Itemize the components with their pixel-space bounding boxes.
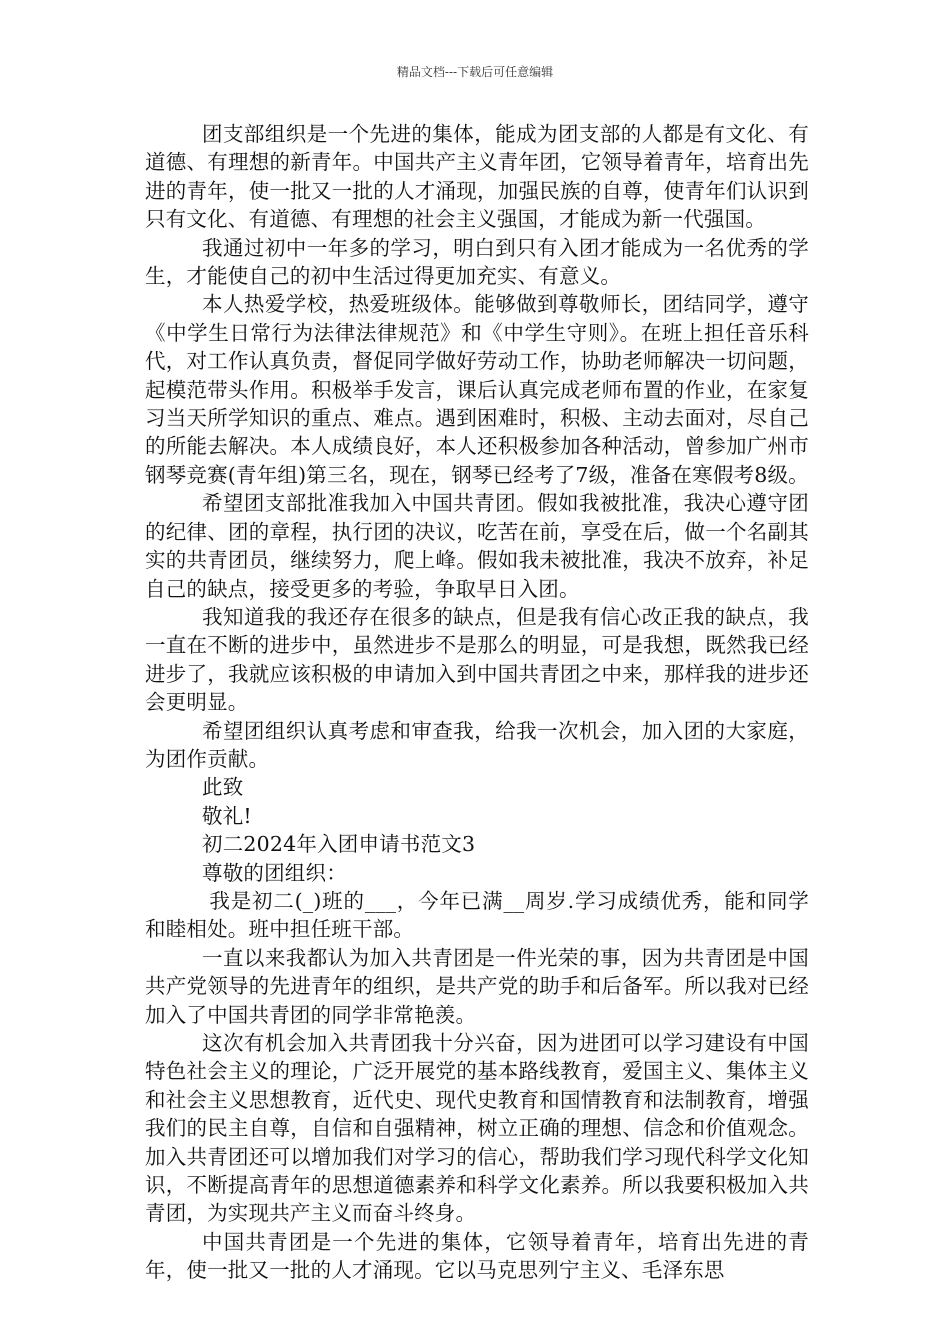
paragraph-3: 本人热爱学校，热爱班级体。能够做到尊敬师长，团结同学，遵守《中学生日常行为法律法律规范》和《中学生守则》。在班上担任音乐科代，对工作认真负责，督促同学做好劳动工作，协助老师解决一切问题，起模范带头作用。积极举手发言，课后认真完成老师布置的作业，在家复习当天所学知识的重点、难点。遇到困难时，积极、主动去面对，尽自己的所能去解决。本人成绩良好，本人还积极参加各种活动，曾参加广州市钢琴竞赛(青年组)第三名，现在，钢琴已经考了7级，准备在寒假考8级。 xyxy=(145,292,809,487)
paragraph-2: 我通过初中一年多的学习，明白到只有入团才能成为一名优秀的学生，才能使自己的初中生活过得更加充实、有意义。 xyxy=(145,235,809,289)
paragraph-9: 这次有机会加入共青团我十分兴奋，因为进团可以学习建设有中国特色社会主义的理论，广泛开展党的基本路线教育，爱国主义、集体主义和社会主义思想教育，近代史、现代史教育和国情教育和法制教育，增强我们的民主自尊，自信和自强精神，树立正确的理想、信念和价值观念。加入共青团还可以增加我们对学习的信心，帮助我们学习现代科学文化知识，不断提高青年的思想道德素养和科学文化素养。所以我要积极加入共青团，为实现共产主义而奋斗终身。 xyxy=(145,1031,809,1226)
section-title: 初二2024年入团申请书范文3 xyxy=(202,832,476,857)
closing-regards: 敬礼! xyxy=(202,803,252,828)
document-body xyxy=(145,120,809,1285)
paragraph-6: 希望团组织认真考虑和审查我，给我一次机会，加入团的大家庭，为团作贡献。 xyxy=(145,718,809,771)
closing-salutation: 此致 xyxy=(202,775,244,800)
paragraph-4: 希望团支部批准我加入中国共青团。假如我被批准，我决心遵守团的纪律、团的章程，执行团的决议，吃苦在前，享受在后，做一个名副其实的共青团员，继续努力，爬上峰。假如我未被批准，我决不放弃，补足自己的缺点，接受更多的考验，争取早日入团。 xyxy=(145,491,809,601)
letter-greeting: 尊敬的团组织： xyxy=(202,860,347,885)
paragraph-1: 团支部组织是一个先进的集体，能成为团支部的人都是有文化、有道德、有理想的新青年。中国共产主义青年团，它领导着青年，培育出先进的青年，使一批又一批的人才涌现，加强民族的自尊，使青年们认识到只有文化、有道德、有理想的社会主义强国，才能成为新一代强国。 xyxy=(145,122,809,232)
page-header: 精品文档---下载后可任意编辑 xyxy=(396,65,554,79)
paragraph-8: 一直以来我都认为加入共青团是一件光荣的事，因为共青团是中国共产党领导的先进青年的组织，是共产党的助手和后备军。所以我对已经加入了中国共青团的同学非常艳羡。 xyxy=(145,945,809,1027)
paragraph-10: 中国共青团是一个先进的集体，它领导着青年，培育出先进的青年，使一批又一批的人才涌现。它以马克思列宁主义、毛泽东思 xyxy=(145,1229,809,1283)
paragraph-7: 我是初二(_)班的___，今年已满__周岁.学习成绩优秀，能和同学和睦相处。班中担任班干部。 xyxy=(145,888,809,942)
paragraph-5: 我知道我的我还存在很多的缺点，但是我有信心改正我的缺点，我一直在不断的进步中，虽然进步不是那么的明显，可是我想，既然我已经进步了，我就应该积极的申请加入到中国共青团之中来，那样我的进步还会更明显。 xyxy=(145,604,809,715)
